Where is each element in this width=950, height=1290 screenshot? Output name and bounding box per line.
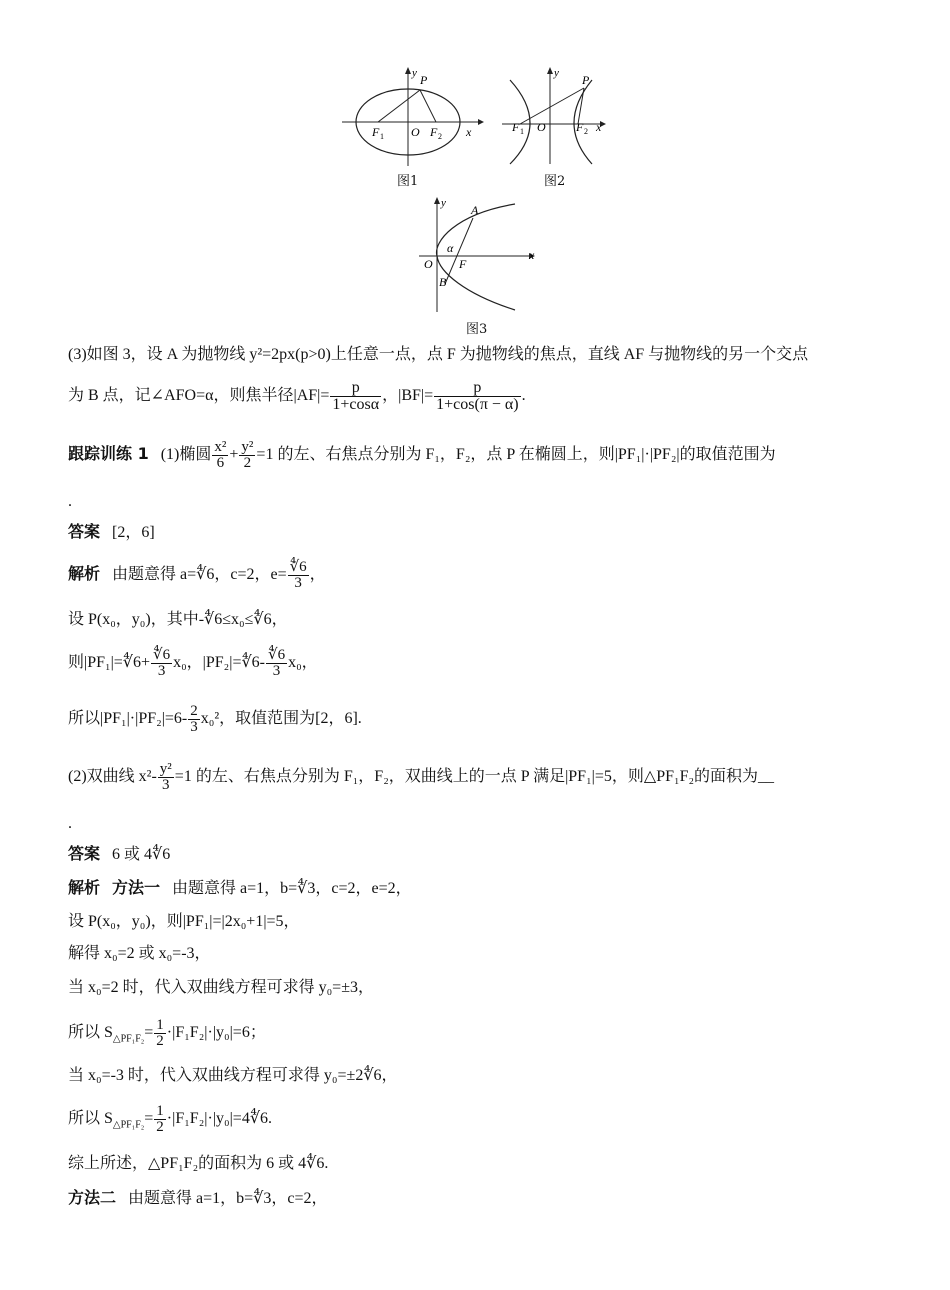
fig2-label-o: O [537,120,546,134]
fig1-label-o: O [411,125,420,139]
answer-1: 答案 [2，6] [68,522,155,541]
fig2-label-f1: F [512,120,520,134]
fig2-label-f2: F [576,120,584,134]
question-1: 跟踪训练 1 (1)椭圆 $\frac{\text{x²}}{6}$ + $\frac{\text{y²}}{2}$ =1 的左、右焦点分别为 F₁，F₂，点 P 在椭圆上，则|PF₁|·|PF₂|的取值范围为 [68,439,776,471]
fig2-caption: 图2 [544,174,566,189]
analysis-2-line5: 所以 $S_{\triangle PF_1F_2}=$ $\frac{1}{2}$ ·|F₁F₂|·|y₀|=6； [68,1017,266,1049]
fig2-label-f2-sub: 2 [584,127,588,136]
analysis-2-line3: 解得 x₀=2 或 x₀=-3， [68,945,211,962]
analysis-1-line1: 解析 由题意得 a=∜6，c=2，e= $\frac{∜6}{3}$ ， [68,559,326,591]
analysis-2-line1: 解析 方法一 由题意得 a=1，b=∜3，c=2，e=2， [68,878,412,897]
fig2-label-f1-sub: 1 [520,127,524,136]
answer-2: 答案 6 或 4∜6 [68,844,171,863]
figure-ellipse [340,62,490,170]
fig1-label-p: P [420,73,428,87]
fig3-label-x: x [529,248,535,262]
fig2-label-y: y [554,67,559,79]
analysis-2-line7: 所以 $S_{\triangle PF_1F_2}=$ $\frac{1}{2}$ ·|F₁F₂|·|y₀|=4∜6. [68,1103,273,1135]
analysis-1-line2: 设 P(x₀，y₀)，其中-∜6≤x₀≤∜6， [68,611,288,628]
question-2: (2)双曲线 x²- $\frac{\text{y²}}{3}$ =1 的左、右焦点分别为 F₁，F₂，双曲线上的一点 P 满足|PF₁|=5，则△PF₁F₂的面积为__ [68,761,775,793]
figure-hyperbola [500,64,610,168]
figure-parabola [415,192,545,316]
analysis-2-line6: 当 x₀=-3 时，代入双曲线方程可求得 y₀=±2∜6， [68,1067,398,1084]
fig3-label-y: y [441,197,446,209]
fig1-caption: 图1 [397,174,419,189]
fig1-label-y: y [412,67,417,79]
fig3-label-b: B [439,275,447,289]
fig1-label-x: x [466,125,472,139]
fig2-label-p: P [582,73,590,87]
question-2-dot: . [68,815,72,832]
analysis-1-line4: 所以|PF₁|·|PF₂|=6- $\frac{2}{3}$ x₀²，取值范围为[2，6]. [68,703,362,735]
para3-line2: 为 B 点，记∠AFO=α，则焦半径|AF|= $\frac{p}{1+\cos\alpha}$ ，|BF|= $\frac{p}{1+\cos(\pi - \alpha)}$ . [68,379,526,413]
fig3-label-f: F [459,257,467,271]
fig3-label-o: O [424,257,433,271]
analysis-2-line9: 方法二 由题意得 a=1，b=∜3，c=2， [68,1188,328,1207]
fig1-label-f2-sub: 2 [438,132,442,141]
fig3-label-a: A [471,203,479,217]
fig1-label-f2: F [430,125,438,139]
fig2-label-x: x [596,120,602,134]
question-1-dot: . [68,493,72,510]
analysis-2-line8: 综上所述，△PF₁F₂的面积为 6 或 4∜6. [68,1155,329,1172]
analysis-1-line3: 则|PF₁|=∜6+ $\frac{∜6}{3}$ x₀，|PF₂|=∜6- $\frac{∜6}{3}$ x₀， [68,647,318,679]
fig3-caption: 图3 [466,322,488,337]
fig3-label-alpha: α [447,241,454,255]
analysis-2-line4: 当 x₀=2 时，代入双曲线方程可求得 y₀=±3， [68,979,374,996]
fig1-label-f1: F [372,125,380,139]
analysis-2-line2: 设 P(x₀，y₀)，则|PF₁|=|2x₀+1|=5， [68,913,300,930]
fig1-label-f1-sub: 1 [380,132,384,141]
para3-line1: (3)如图 3，设 A 为抛物线 y²=2px(p>0)上任意一点，点 F 为抛物线的焦点，直线 AF 与抛物线的另一个交点 [68,346,809,363]
